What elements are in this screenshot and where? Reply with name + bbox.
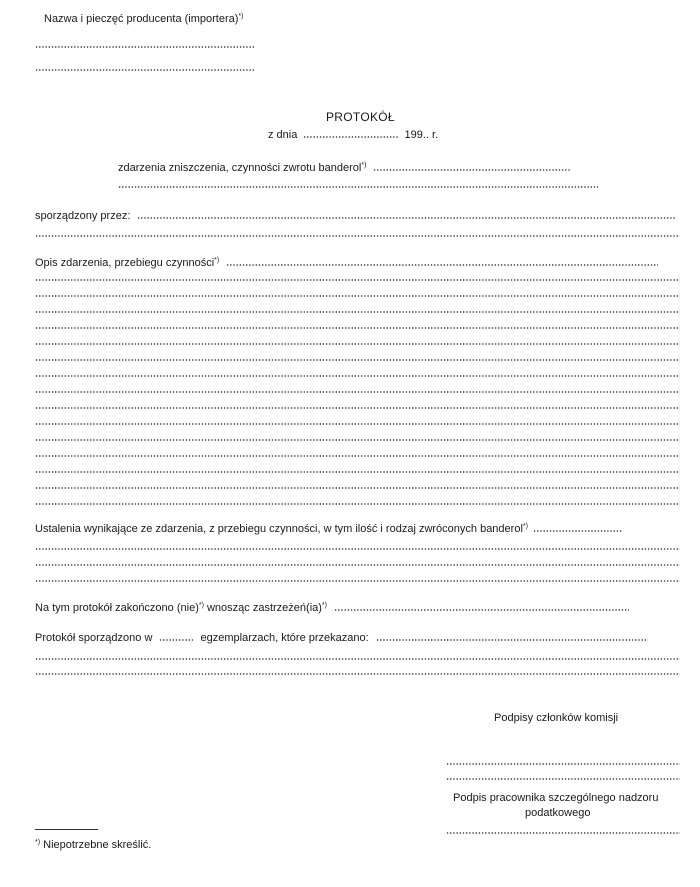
- description-line[interactable]: [35, 279, 680, 281]
- findings-footnote-marker: *): [522, 523, 528, 530]
- footnote: [35, 838, 151, 852]
- prepared-by-row: [35, 209, 675, 223]
- findings-label: Ustalenia wynikające ze zdarzenia, z przebiegu czynności, w tym ilość i rodzaj zwróconych banderol: [35, 523, 523, 535]
- copies-recipients-line-3[interactable]: [35, 673, 680, 675]
- description-footnote-marker: *): [214, 257, 220, 264]
- commission-signature-line-1[interactable]: [446, 763, 680, 765]
- description-line[interactable]: [35, 439, 680, 441]
- findings-line-2[interactable]: [35, 548, 680, 550]
- closing-text-1: Na tym protokół zakończono (nie): [35, 602, 199, 614]
- footnote-separator: [35, 829, 98, 830]
- findings-line-3[interactable]: [35, 564, 680, 566]
- subject-field-line-2[interactable]: [118, 186, 598, 188]
- copies-count-field[interactable]: [159, 639, 193, 641]
- protocol-date-row: [268, 128, 438, 142]
- subject-row: [118, 161, 571, 175]
- prepared-by-line-1[interactable]: [137, 217, 675, 219]
- findings-row: [35, 522, 623, 536]
- closing-footnote-marker-2: *): [321, 602, 327, 609]
- description-line[interactable]: [35, 391, 680, 393]
- producer-label: [44, 12, 243, 26]
- footnote-marker: *): [35, 839, 41, 846]
- prepared-by-label: sporządzony przez:: [35, 210, 131, 222]
- closing-row: [35, 601, 629, 615]
- date-day-field[interactable]: [303, 136, 398, 138]
- closing-field-line[interactable]: [334, 609, 629, 611]
- description-line[interactable]: [35, 407, 680, 409]
- copies-text-1: Protokół sporządzono w: [35, 632, 153, 644]
- commission-signature-line-2[interactable]: [446, 778, 680, 780]
- producer-footnote-marker: *): [238, 13, 244, 20]
- supervisor-signature-label-2: podatkowego: [525, 807, 591, 819]
- subject-footnote-marker: *): [361, 162, 367, 169]
- date-year: 199..: [404, 129, 429, 141]
- supervisor-signature-line[interactable]: [446, 832, 680, 834]
- description-line[interactable]: [35, 343, 680, 345]
- prepared-by-line-2[interactable]: [35, 235, 680, 237]
- description-line[interactable]: [35, 423, 680, 425]
- description-line[interactable]: [35, 359, 680, 361]
- findings-line-1[interactable]: [533, 530, 623, 532]
- description-line[interactable]: [35, 327, 680, 329]
- description-line[interactable]: [35, 295, 680, 297]
- supervisor-signature-label-1: Podpis pracownika szczególnego nadzoru: [453, 792, 659, 804]
- subject-label: zdarzenia zniszczenia, czynności zwrotu banderol: [118, 162, 362, 174]
- commission-signatures-label: Podpisy członków komisji: [494, 712, 619, 724]
- protocol-title: PROTOKÓŁ: [326, 110, 395, 124]
- copies-row: [35, 631, 648, 645]
- description-line[interactable]: [35, 375, 680, 377]
- findings-line-4[interactable]: [35, 580, 680, 582]
- copies-recipients-line-2[interactable]: [35, 658, 680, 660]
- producer-label-text: Nazwa i pieczęć producenta (importera): [44, 13, 239, 25]
- description-row: [35, 256, 658, 270]
- description-line[interactable]: [35, 311, 680, 313]
- copies-text-2: egzemplarzach, które przekazano:: [200, 632, 369, 644]
- producer-name-line-2[interactable]: [35, 69, 255, 71]
- date-prefix: z dnia: [268, 129, 298, 141]
- description-label: Opis zdarzenia, przebiegu czynności: [35, 257, 215, 269]
- description-line[interactable]: [35, 487, 680, 489]
- closing-footnote-marker-1: *): [198, 602, 204, 609]
- producer-name-line-1[interactable]: [35, 46, 255, 48]
- closing-text-2: wnosząc zastrzeżeń(ia): [206, 602, 322, 614]
- description-line[interactable]: [35, 503, 680, 505]
- description-line-1[interactable]: [226, 264, 658, 266]
- description-line[interactable]: [35, 471, 680, 473]
- description-line[interactable]: [35, 455, 680, 457]
- subject-field-line-1[interactable]: [373, 169, 571, 171]
- footnote-text: Niepotrzebne skreślić.: [43, 839, 152, 851]
- copies-recipients-line-1[interactable]: [376, 639, 648, 641]
- date-year-suffix: r.: [432, 129, 439, 141]
